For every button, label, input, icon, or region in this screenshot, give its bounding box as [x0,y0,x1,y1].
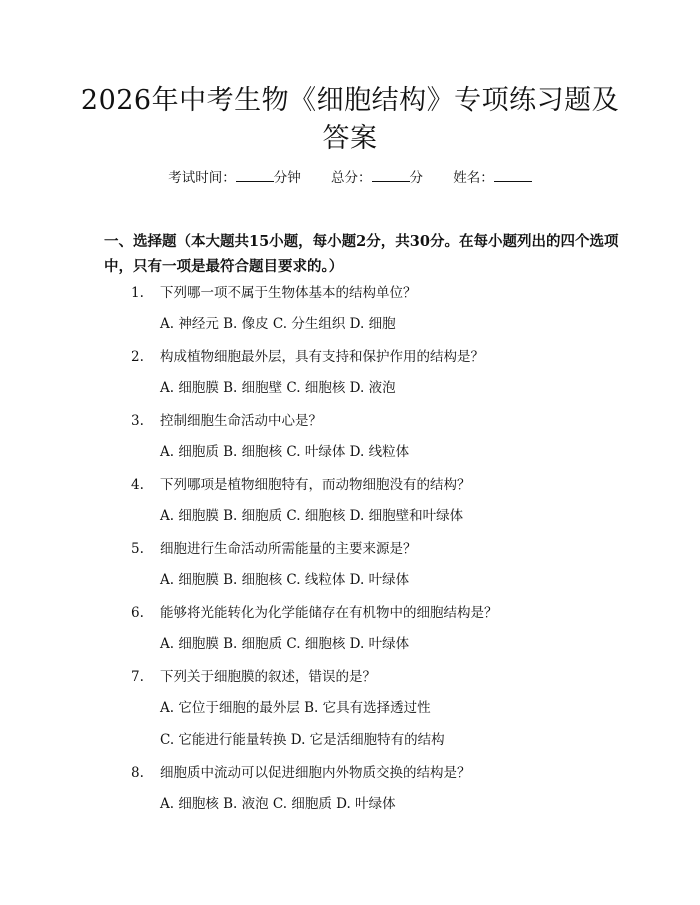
question-item [0,667,700,763]
question-item [0,475,700,539]
question-number: 2. [131,349,144,365]
exam-info-line [0,168,700,188]
student-name-label: 姓名： [453,170,494,186]
question-options: A. 细胞质 B. 细胞核 C. 叶绿体 D. 线粒体 [160,444,410,460]
question-number: 7. [131,669,144,685]
question-list [0,283,700,827]
question-options: A. 细胞核 B. 液泡 C. 细胞质 D. 叶绿体 [160,796,396,812]
question-stem: 下列关于细胞膜的叙述，错误的是？ [160,669,376,685]
question-number: 5. [131,541,144,557]
page-title: 2026年中考生物《细胞结构》专项练习题及答案 [80,85,620,154]
student-name-blank[interactable] [494,168,532,182]
student-name-field [453,168,532,188]
question-options: A. 神经元 B. 像皮 C. 分生组织 D. 细胞 [160,316,396,332]
question-stem: 构成植物细胞最外层，具有支持和保护作用的结构是？ [160,349,484,365]
exam-time-field [168,168,301,188]
total-score-field [331,168,423,188]
question-item [0,347,700,411]
question-number: 8. [131,765,144,781]
question-item [0,411,700,475]
question-stem: 细胞进行生命活动所需能量的主要来源是？ [160,541,417,557]
question-item [0,539,700,603]
total-score-blank[interactable] [372,168,410,182]
question-stem: 控制细胞生命活动中心是？ [160,413,322,429]
question-options: A. 细胞膜 B. 细胞核 C. 线粒体 D. 叶绿体 [160,572,410,588]
question-options: A. 细胞膜 B. 细胞壁 C. 细胞核 D. 液泡 [160,380,396,396]
exam-time-label: 考试时间： [168,170,236,186]
question-options: A. 它位于细胞的最外层 B. 它具有选择透过性 [160,700,431,716]
question-number: 4. [131,477,144,493]
question-number: 3. [131,413,144,429]
question-stem: 能够将光能转化为化学能储存在有机物中的细胞结构是？ [160,605,498,621]
total-score-label: 总分： [331,170,372,186]
question-item [0,283,700,347]
question-options: A. 细胞膜 B. 细胞质 C. 细胞核 D. 叶绿体 [160,636,410,652]
question-number: 1. [131,285,144,301]
question-stem: 下列哪项是植物细胞特有，而动物细胞没有的结构？ [160,477,471,493]
question-item [0,603,700,667]
question-options: A. 细胞膜 B. 细胞质 C. 细胞核 D. 细胞壁和叶绿体 [160,508,464,524]
question-stem: 下列哪一项不属于生物体基本的结构单位？ [160,285,417,301]
question-number: 6. [131,605,144,621]
total-score-unit: 分 [409,170,423,186]
question-item [0,763,700,827]
question-options-line-2: C. 它能进行能量转换 D. 它是活细胞特有的结构 [160,732,445,748]
exam-time-blank[interactable] [236,168,274,182]
exam-time-unit: 分钟 [273,170,301,186]
section-heading: 一、选择题（本大题共15小题，每小题2分，共30分。在每小题列出的四个选项中，只有一项是最符合题目要求的。） [104,233,619,275]
question-stem: 细胞质中流动可以促进细胞内外物质交换的结构是？ [160,765,471,781]
